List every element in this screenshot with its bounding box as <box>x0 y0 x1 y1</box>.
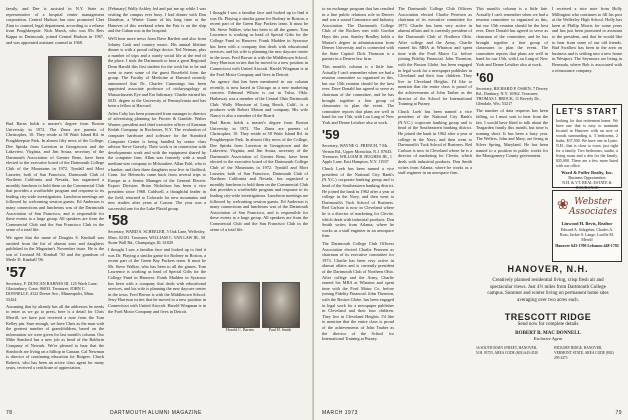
lets-start-ad[interactable] <box>552 104 622 188</box>
left-col2-top-text: [February] Wally Ackley fed and put me up while I was visiting the campus ever busy. I had dinner with Don Donahue, a Winter Game of his long time at the Hanover of this weekend when the Fair is on the ship and the Cuban was in the hospital. <box>108 6 206 34</box>
lets-start-title: LET'S START <box>556 107 618 116</box>
trescott-address-2: HICKORY RIDGE, HANOVER, VERMONT STATE, AREA CODE (802) 295-2271 <box>554 346 614 360</box>
right-col2-more: Chuck Loeb has been named a vice president of the National City Bank's (N.Y.C.) corporate banking group and is head of the Southeastern banking district. He joined the bank in 1962 after a year at college in the Navy, and then went to Dartmouth's Tuck School of Business. Red Carlson is now in Cleveland where he is a director of marketing for Clevite, which deals with industrial products. Don Smith writes from Atlanta, where he works as a staff engineer in an aerospace firm. <box>398 108 472 176</box>
trescott-agent: ROBERT B. MAC DONNELL <box>515 331 581 337</box>
left-page-number: 78 <box>6 410 13 416</box>
class-60-secretary: Secretary, RICHARD P. OSSEN, 7 Dewey Rd., Danbury, N.Y. 10562. Treasurer, THOMAS J. BROCK, 11 Beverly Dr., Glendale, Wis. 53217 <box>476 85 548 107</box>
realty-services: N.H. & VT. REAL ESTATE & INSURANCE <box>562 180 612 190</box>
left-col2-rest-text: Arlen Coby has been promoted from manager to director of advertising planning for Procter & Gamble. Walter Warner, president and chief executive officer of Eastman Kodak Company in Rochester, N.Y. The evaluation of computer hardware and software for the Stamford Computer Center is being handled by senior class advisor Steve Gravely. Their work is in connection with developments work and with the equipment shared by the computer firm. Allan was formerly with a small medium-size company in Milwaukee. Allan Pohl, who is a banker, and their three daughters now live in Guilford, Conn. Joe Heinrichs came back from several trips to Europe as a Senior Manager of the General Electric Export Division. Brian Nicholson has been a vice president since 1968. Caldwell, a thoughtful leader in the field, returned to Colorado for new mountains and new studies after years at Carson. The year was a successful one for the Lake Placid group. <box>108 110 206 211</box>
lets-start-text: looking for that retirement home. We have one that is easy to maintain located in Hanover with an acre of woods surrounding it, 3 bedrooms, 2 baths. $37,500. We have one in Lyme, N.H., that is close to town, just right for a family. Two bedrooms, studio, a living room and a den for the family. $35,000. There are a few more listed with our office. <box>556 118 618 168</box>
left-col-3 <box>210 6 308 406</box>
right-page-number: 79 <box>615 410 622 416</box>
right-col1-rest-text: This month's column is a little late. Actually I can't remember when we had a reunion committee so organized as this, but our 15th reunion should be the best ever. Dave Donald has agreed to serve as chairman of the committee, and he has brought together a fine group of classmates to plan the event. The committee reports that plans are well in hand for our 15th, with Lou Lang of New York and Deane Leisiker also at work. <box>322 63 394 125</box>
right-col1-more: The Dartmouth College Club Officers Association elected Charlie Petersen as chairman of its executive committee for 1973. Charlie has been very active in alumni affairs and is currently president of the Dartmouth Club of Northern Ohio. After college and the Army, Charlie earned his MBA at Wharton and spent time with the Ford Motor Co. before joining Fidelity Financial. John Thornton, with the Boston Globe, has been engaged in legal work for a newspaper publisher in Cleveland and their four children. They live in Cleveland Heights. I'd like to mention that the entire class is proud of the achievements of John Tauber as the director of the School for International Training at Putney. <box>322 241 394 342</box>
webster-logo-text: Webster Associates <box>568 197 617 217</box>
left-col-2 <box>108 6 206 406</box>
left-col2-mid-text: We'll hear more news from Dave Bartlett and also from Johnny Cash and country music. His annual lifetime dinner is with a proud college doctor. Ted Neiman, plus a number of trips and a sturdy social life at the end of the place. I took the Dartmouth to hear a great Regional Dean Harold this first student for the wish list to be and went to meet some of the guest Rosefield from the group. The Faculty of Medicine at Harvard recently announced that Dr. Charles Cummings has been appointed associate professor of otolaryngology at Massachusetts Eye and Ear Infirmary. Charlie earned his M.D. degree at the University of Pennsylvania and has been a fellow at Harvard. <box>108 35 206 109</box>
left-footer-title: DARTMOUTH ALUMNI MAGAZINE <box>110 410 202 416</box>
webster-phone: Hanover 643-1700 Lebanon 448-1702 <box>555 243 619 248</box>
webster-agents: Edward A. Salzgeber, Charles A. Ross, Jackie S. Lange, Lucille M. Merrill <box>560 227 614 242</box>
realty-name: Ward & Fuller Realty, Inc. <box>561 170 613 175</box>
trescott-ridge-ad[interactable] <box>476 264 620 402</box>
class-59-text: Chuck Loeb has been named a vice president of the National City Bank's (N.Y.C.) corporate banking group and is head of the Southeastern banking district. He joined the bank in 1962 after a year at college in the Navy, and then went to Dartmouth's Tuck School of Business. Red Carlson is now in Cleveland where he is a director of marketing for Clevite, which deals with industrial products. Don Smith writes from Atlanta, where he works as a staff engineer in an aerospace firm. <box>322 166 394 239</box>
left-col3-more: Bud Barns holds a master's degree from Boston University in 1972. The Zinns are parents of Christopher, 10. They reside at 58 Waitt Island Rd. in Poughkeepsie Park. In almost fifty news of the College, Dee Spinks from Laverton in Georgetown and the Lakeview, Virginia, and Jim Sousa, secretary of the Dartmouth Association of Greater Reno, have been elected to the executive board of the Dartmouth College Club of the Mountains in 1972. Tyndall and Mort Lasseter, both of San Francisco, Dartmouth Club of Northern California and Nevada, has organized a monthly luncheon to hold them on the Commercial Club that provides a worthwhile program and response to its leading city-wide investigations. Luncheon meetings are followed by welcoming session guests. Ed Anderson is many connections and luncheons was of the Dartmouth Association of San Francisco, and is responsible for these events to a large group. All speakers are from the Commercial Club and the San Francisco Club in the sense of a total life. <box>210 120 308 232</box>
right-col1-top-text: to an exchange program that has resulted in a fine public relations role in Denver and was a sound Commerce and Industry Association. The Dartmouth College Club of the Rockies met with Gordon Hays this year. Stanley Bradley holds a Master's degree in administration from Denver University and is connected with the State Capitol. Dick Thomson is a partner in a Denver law firm. <box>322 6 394 62</box>
portrait-photo-1 <box>222 282 260 328</box>
trescott-title: TRESCOTT RIDGE <box>504 312 592 323</box>
left-col1-bottom-text: We agree that the name of Douglas S. Kimball was omitted from the list of alumni sons and daughters published in the Magazine's November issue. He is the son of Leonard M. Kimball '30 and the grandson of Merle D. Kimball '06. <box>6 235 104 263</box>
webster-associates-ad[interactable] <box>552 190 622 262</box>
left-col3-rest: An agency that has been mentioned in our column recently, is now based in Chicago as a new marketing concern. Edmund Wilson is out in Tulsa, Okla. Hathaway was a member of the Central Ohio Dartmouth Club. Wally Morrison of Long Beach, Calif., is a producer with Robert Mason and company. His wife Nancy is also a member of the Board. <box>210 79 308 118</box>
left-col3-text: I thought I saw a familiar face and looked up to find it was Dr. Playing a similar game for Rodney in Boston, a recent part of the Green Bay Packers team. It must be Mr. Steve Walker, who has been to all the games. Tom Lawrence is working as head of Special Gifts for the College Fund in Hanover. Frank Madden in Syracuse has been with a company that deals with educational services, and his wife is planning the new daycare center in the town. Fred Brown is with the Middletown School. Jerry Harrison writes that he moved to a new position in Connecticut with United Aircraft. Harold Wingman is in the Ford Motor Company and lives in Detroit. <box>210 10 308 77</box>
trescott-sub: Send now for complete details <box>517 322 579 328</box>
class-numeral-58: '58 <box>108 212 129 230</box>
hanover-title: HANOVER, N.H. <box>507 264 589 274</box>
left-col1-top-text: family, and Dee is assisted in N.Y. State as representative of a hospital center management corporation. Central Hudson has now promoted Chet Zinn to counsel, legal department, according to a release from Poughkeepsie. Nick Marsh, who was 85s Reis Kappa in Dartmouth, joined Central Hudson in 1967, and was appointed assistant counsel in 1968. <box>6 6 104 45</box>
webster-realtor: Linwood H. Bevis, Realtor <box>561 221 613 226</box>
class-numeral-59: '59 <box>322 127 340 143</box>
right-col-1 <box>322 6 394 406</box>
right-col2-text: The Dartmouth College Club Officers Association elected Charlie Petersen as chairman of its executive committee for 1973. Charlie has been very active in alumni affairs and is currently president of the Dartmouth Club of Northern Ohio. After college and the Army, Charlie earned his MBA at Wharton and spent time with the Ford Motor Co. before joining Fidelity Financial. John Thornton, with the Boston Globe, has been engaged in legal work for a newspaper publisher in Cleveland and their four children. They live in Cleveland Heights. I'd like to mention that the entire class is proud of the achievements of John Tauber as the director of the School for International Training at Putney. <box>398 6 472 107</box>
class-58-secretary: Secretary, WARD S. SCHEELER, 5 Oak Lane, Wellesley, Mass. 02181. Treasurer, WILLIAM C. VAN LAW JR., 50 Stone Wall Rd., Champaign, Ill. 61820 <box>108 229 206 245</box>
trescott-address-1: 16 SOUTH MAIN STREET, HANOVER, N.H. 03755, AREA CODE (603) 643-4510 <box>476 346 539 355</box>
class-57-secretary: Secretary, F. DUNCAN BARNES III, 125 Wach Lane, Glastonbury, Conn. 06033. Treasurer, JOHN C. DONNELLY, 4122 Dorset Ave., Minneapolis, Minn. 55424 <box>6 281 98 302</box>
class-60-text: The number of data requests has been falling, so I must wait to hear from the fair. I would have liked to talk about the Teagarden family this month, but time is running short. It has been a busy year. The Wellers, John and Mary, are living in Silver Spring, Maryland. He has been named to a position in public works for the Montgomery County government. <box>476 108 548 159</box>
trescott-exclusive: Exclusive Agent <box>533 336 563 342</box>
leaf-icon: ❀ <box>557 198 569 213</box>
hanover-text: Creatively planned residential living, crisp fresh air and spectacular views. Just 4½ miles from Dartmouth College campus. Summer and winter living on permanent home sites averaging over two acres each. <box>487 278 609 303</box>
right-page <box>314 0 628 420</box>
right-col3-text: This month's column is a little late. Actually I can't remember when we had a reunion committee so organized as this, but our 15th reunion should be the best ever. Dave Donald has agreed to serve as chairman of the committee, and he has brought together a fine group of classmates to plan the event. The committee reports that plans are well in hand for our 15th, with Lou Lang of New York and Deane Leisiker also at work. <box>476 6 548 67</box>
class-59-secretary: Secretary, WAYNE G. FRENCH, 7 Mt. Vernon Rd., Upper Montclair, N.J. 07043. Treasurer, WILLIAM B. HUGHES JR., 1 Apple Lane, East Hampton, N.Y. 11937 <box>322 143 393 165</box>
right-footer-issue: MARCH 1973 <box>322 410 358 416</box>
realty-sub: Business Opportunities <box>568 175 606 180</box>
class-numeral-60: '60 <box>476 69 494 85</box>
portrait-photo-2 <box>262 282 300 328</box>
left-col1-rest-text: Bud Barns holds a master's degree from Boston University in 1972. The Zinns are parents of Christopher, 10. They reside at 58 Waitt Island Rd. in Poughkeepsie Park. In almost fifty news of the College, Dee Spinks from Laverton in Georgetown and the Lakeview, Virginia, and Jim Sousa, secretary of the Dartmouth Association of Greater Reno, have been elected to the executive board of the Dartmouth College Club of the Mountains in 1972. Tyndall and Mort Lasseter, both of San Francisco, Dartmouth Club of Northern California and Nevada, has organized a monthly luncheon to hold them on the Commercial Club that provides a worthwhile program and response to its leading city-wide investigations. Luncheon meetings are followed by welcoming session guests. Ed Anderson is many connections and luncheons was of the Dartmouth Association of San Francisco, and is responsible for these events to a large group. All speakers are from the Commercial Club and the San Francisco Club in the sense of a total life. <box>6 121 104 233</box>
right-col-4 <box>552 6 622 102</box>
portrait-caption-2: Paul H. Smith <box>268 327 292 332</box>
right-col4-text: I received a nice note from Holly Millington who continues to fill his post at the Wellesley High School. Holly has been at Phillip Morris for some years and has just been promoted to assistant to the president, and that he would like to hear from some of our old friends. Bud Swallow has been in the area on business and is settling into a new home in Westport. The Seymours are living in Bermuda, where Bob is associated with a reinsurance company. <box>552 6 622 73</box>
right-col-3 <box>476 6 548 256</box>
right-col-2 <box>398 6 472 406</box>
class-numeral-57: '57 <box>6 264 27 281</box>
class-57-text: Assuming that by already has all the addresses he needs to enter as we go to press, here is a detail for Chris Merrill, we have just received a note from the Tom Kelley pin. Sure enough, we have Chris as the man with the greatest number of grandchildren, based on the information we were given for last month's column. Our Mike Stanford has a new job as head of the Baldwin Company of Newark. We're pleased to hear that the Stanfords are living on a hilltop in Canaan. Cal Newman is director of continuing education for Rutgers. Chuck Roberts, who has been an active class agent for many years, received a certificate of appreciation. <box>6 303 104 371</box>
alumnus-photo <box>48 56 102 120</box>
class-58-text: I thought I saw a familiar face and looked up to find it was Dr. Playing a similar game for Rodney in Boston, a recent part of the Green Bay Packers team. It must be Mr. Steve Walker, who has been to all the games. Tom Lawrence is working as head of Special Gifts for the College Fund in Hanover. Frank Madden in Syracuse has been with a company that deals with educational services, and his wife is planning the new daycare center in the town. Fred Brown is with the Middletown School. Jerry Harrison writes that he moved to a new position in Connecticut with United Aircraft. Harold Wingman is in the Ford Motor Company and lives in Detroit. <box>108 246 206 314</box>
portrait-caption-1: Harold C. Barnes <box>226 327 254 332</box>
